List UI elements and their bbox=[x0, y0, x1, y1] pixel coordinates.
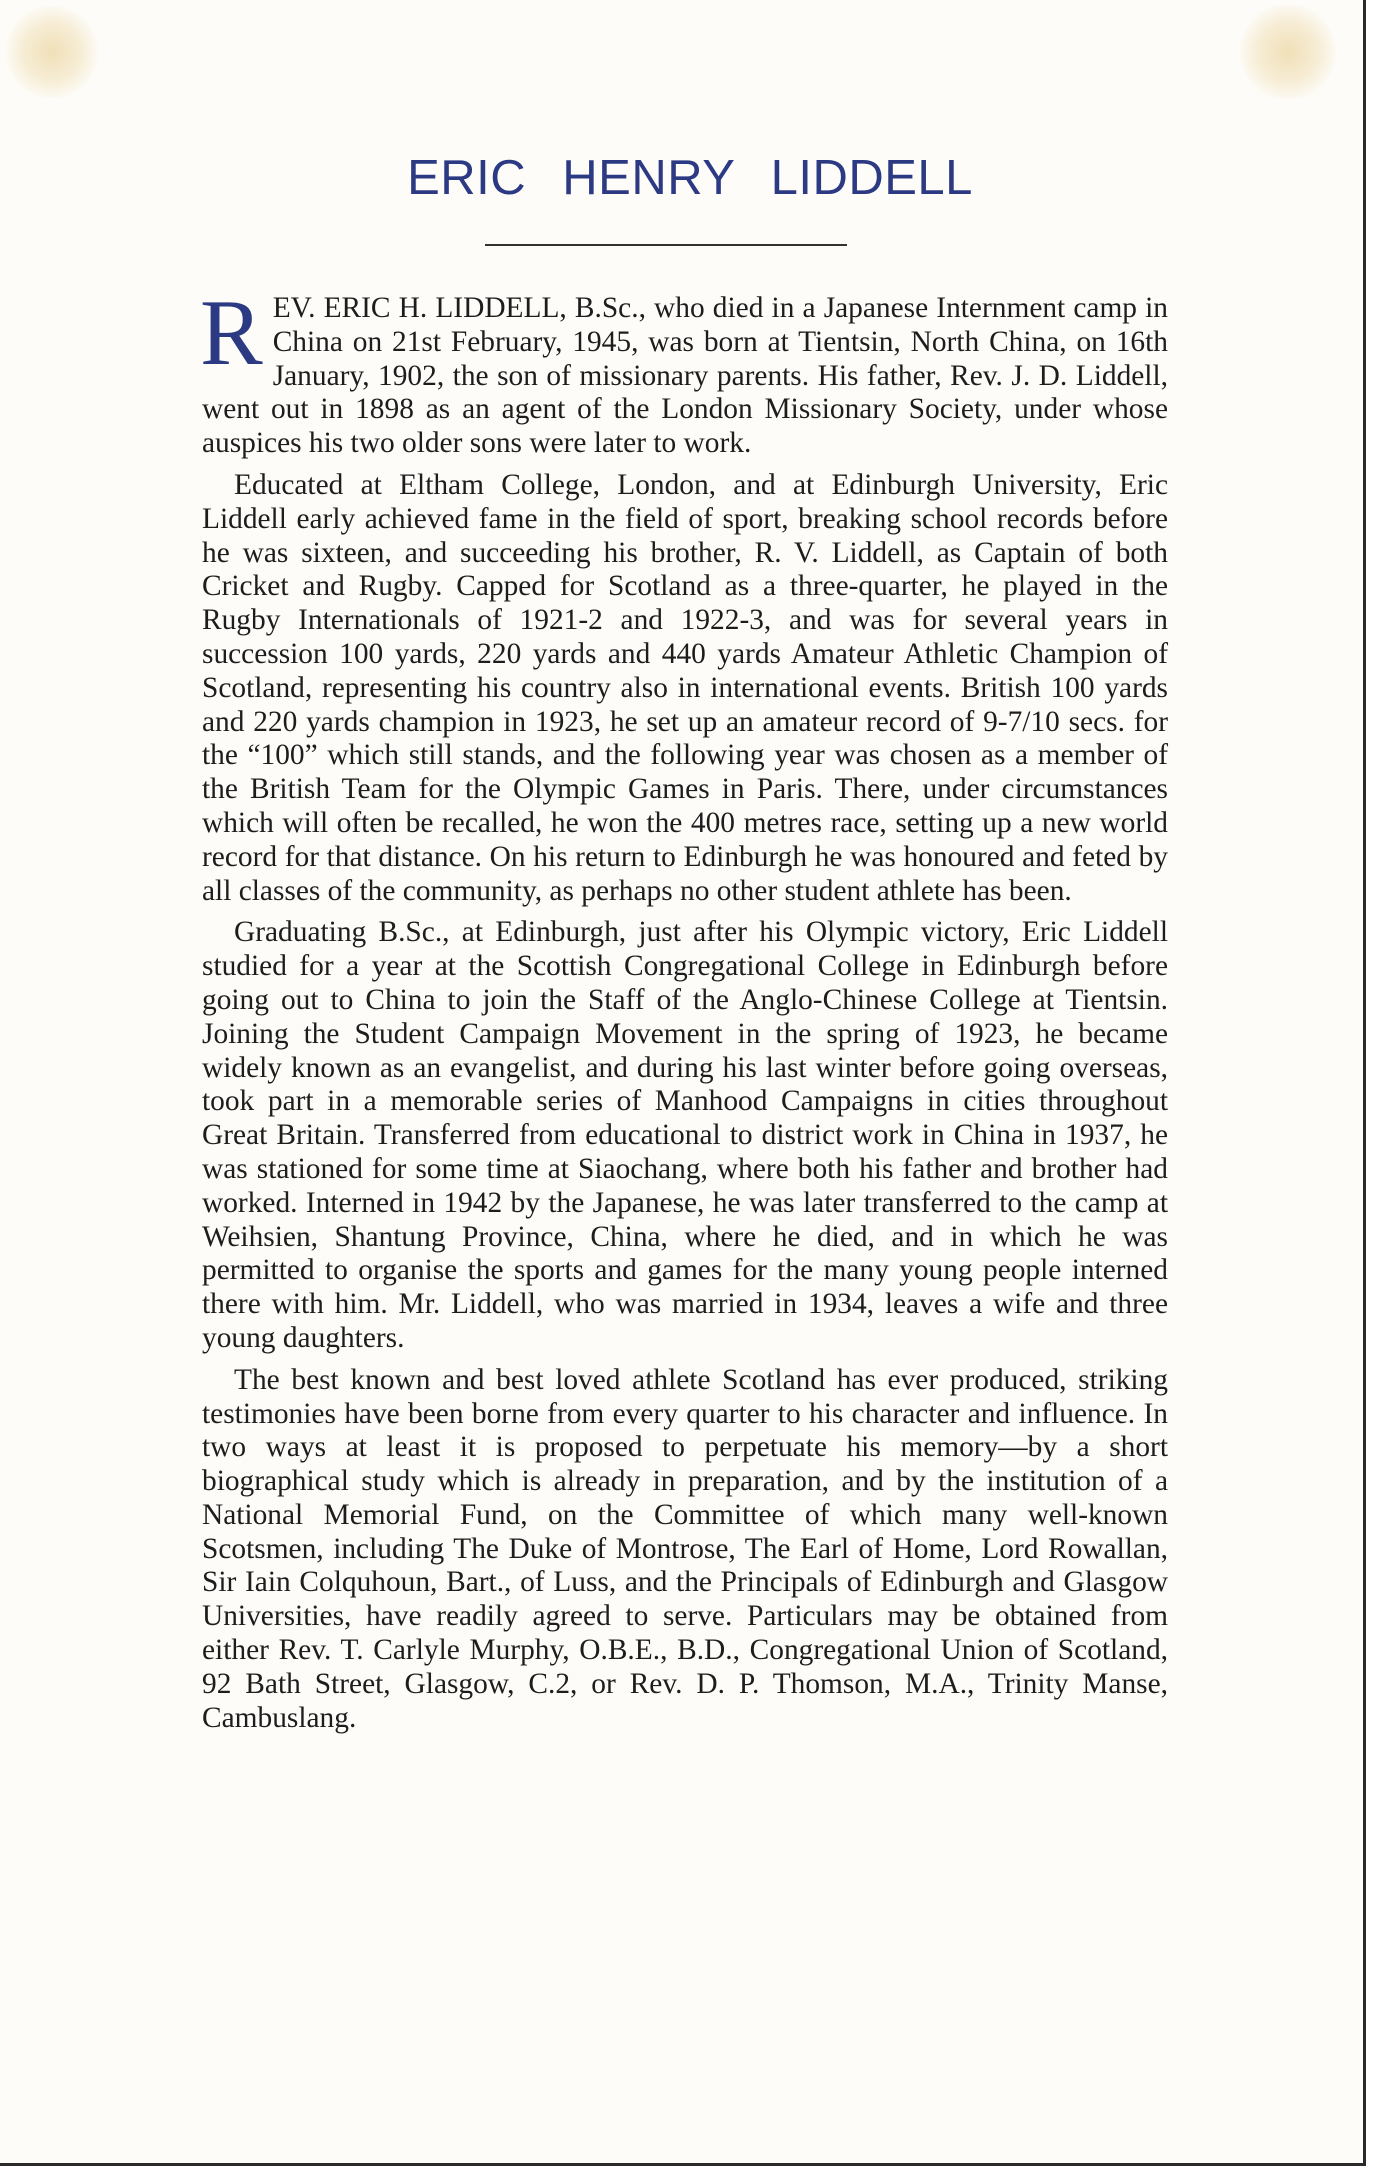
drop-cap: R bbox=[200, 281, 263, 385]
paragraph-intro bbox=[200, 281, 1168, 461]
paragraph-education: Educated at Eltham College, London, and at Edinburgh University, Eric Liddell early achieved fame in the field of sport, breaking school records before he was sixteen, and succeeding his brother, R. V. Liddell, as Captain of both Cricket and Rugby. Capped for Scotland as a three-quarter, he played in the Rugby Internationals of 1921-2 and 1922-3, and was for several years in succession 100 yards, 220 yards and 440 yards Amateur Athletic Champion of Scotland, representing his country also in international events. British 100 yards and 220 yards champion in 1923, he set up an amateur record of 9-7/10 secs. for the “100” which still stands, and the following year was chosen as a member of the British Team for the Olympic Games in Paris. There, under circumstances which will often be recalled, he won the 400 metres race, setting up a new world record for that distance. On his return to Edinburgh he was honoured and feted by all classes of the community, as perhaps no other student athlete has been. bbox=[202, 468, 1168, 907]
paragraph-career: Graduating B.Sc., at Edinburgh, just after his Olympic victory, Eric Liddell studied for a year at the Scottish Congregational College in Edinburgh before going out to China to join the Staff of the Anglo-Chinese College at Tientsin. Joining the Student Campaign Movement in the spring of 1923, he became widely known as an evangelist, and during his last winter before going overseas, took part in a memorable series of Manhood Campaigns in cities throughout Great Britain. Transferred from educational to district work in China in 1937, he was stationed for some time at Siaochang, where both his father and brother had worked. Interned in 1942 by the Japanese, he was later transferred to the camp at Weihsien, Shantung Province, China, where he died, and in which he was permitted to organise the sports and games for the many young people interned there with him. Mr. Liddell, who was married in 1934, leaves a wife and three young daughters. bbox=[202, 916, 1168, 1354]
paper-stain-left bbox=[6, 6, 98, 98]
title-divider bbox=[485, 244, 847, 246]
article-body bbox=[200, 281, 1168, 1743]
paragraph-memorial: The best known and best loved athlete Scotland has ever produced, striking testimonies have been borne from every quarter to his character and influence. In two ways at least it is proposed to perpetuate his memory—by a short biographical study which is already in preparation, and by the institution of a National Memorial Fund, on the Committee of which many well-known Scotsmen, including The Duke of Montrose, The Earl of Home, Lord Rowallan, Sir Iain Colquhoun, Bart., of Luss, and the Principals of Edinburgh and Glasgow Universities, have readily agreed to serve. Particulars may be obtained from either Rev. T. Carlyle Murphy, O.B.E., B.D., Congregational Union of Scotland, 92 Bath Street, Glasgow, C.2, or Rev. D. P. Thomson, M.A., Trinity Manse, Cambuslang. bbox=[202, 1363, 1168, 1734]
paper-stain-right bbox=[1240, 4, 1336, 100]
paragraph-text: EV. ERIC H. LIDDELL, B.Sc., who died in a Japanese Internment camp in China on 21st February, 1945, was born at Tientsin, North China, on 16th January, 1902, the son of missionary parents. His father, Rev. J. D. Liddell, went out in 1898 as an agent of the London Missionary Society, under whose auspices his two older sons were later to work. bbox=[202, 292, 1168, 460]
page-title: ERIC HENRY LIDDELL bbox=[407, 151, 973, 205]
